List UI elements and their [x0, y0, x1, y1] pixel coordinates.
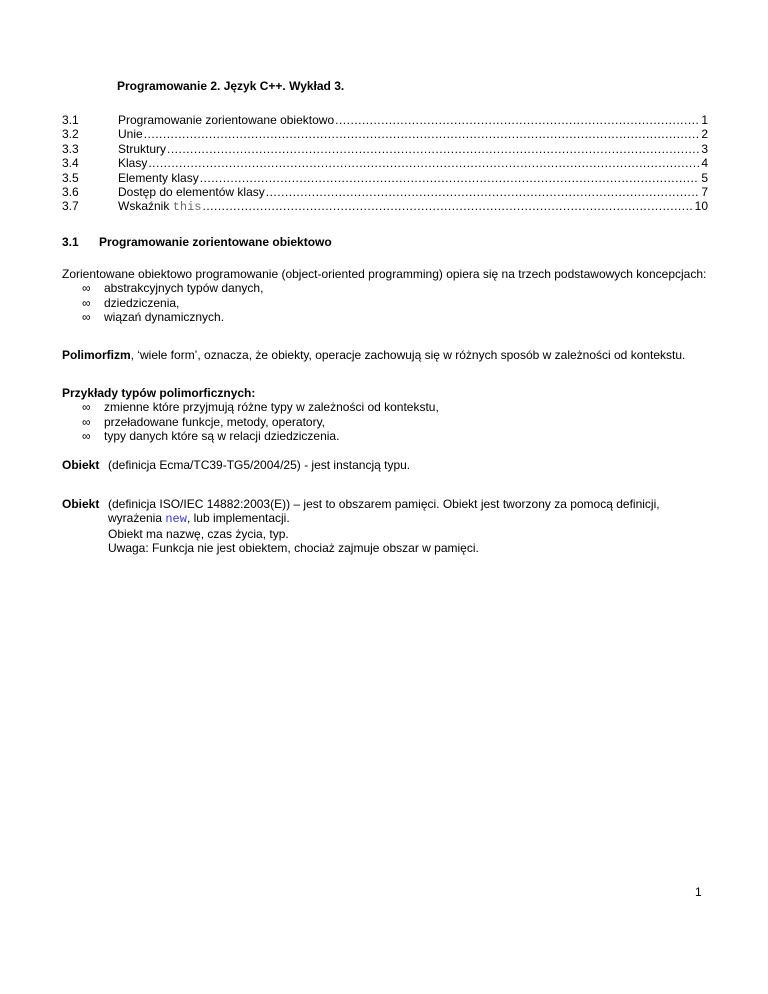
bullet-icon: ∞: [82, 310, 91, 325]
toc-entry-page: 7: [701, 184, 708, 199]
toc-leader-dots: [148, 156, 699, 170]
definition-term: Obiekt: [62, 458, 100, 472]
toc-entry-page: 10: [694, 199, 708, 214]
list-item-text: przeładowane funkcje, metody, operatory,: [104, 414, 326, 429]
toc-entry-page: 4: [701, 156, 708, 171]
list-item-text: abstrakcyjnych typów danych,: [104, 281, 264, 296]
toc-entry[interactable]: [62, 127, 708, 141]
bullet-icon: ∞: [82, 414, 91, 429]
intro-paragraph: [62, 267, 712, 325]
bullet-icon: ∞: [82, 429, 91, 444]
definition-text: Obiekt ma nazwę, czas życia, typ.: [108, 526, 289, 541]
list-item-text: zmienne które przyjmują różne typy w zależności od kontekstu,: [104, 400, 439, 415]
toc-entry-label: Klasy: [118, 156, 148, 171]
definition-text: (definicja Ecma/TC39-TG5/2004/25) - jest instancją typu.: [108, 458, 411, 472]
definition-text: wyrażenia: [108, 511, 166, 526]
examples-list: [62, 400, 712, 443]
toc-leader-dots: [144, 127, 700, 141]
toc-entry-page: 2: [701, 127, 708, 142]
toc-entry-number: 3.3: [62, 141, 79, 156]
toc-entry-label: Dostęp do elementów klasy: [118, 184, 265, 199]
toc-entry-page: 5: [701, 170, 708, 185]
examples-heading: Przykłady typów polimorficznych:: [62, 386, 256, 400]
section-title: Programowanie zorientowane obiektowo: [99, 235, 332, 249]
polymorphism-paragraph: [62, 348, 722, 362]
document-title: Programowanie 2. Język C++. Wykład 3.: [117, 79, 345, 93]
toc-entry-label: Programowanie zorientowane obiektowo: [118, 113, 335, 127]
list-item-text: typy danych które są w relacji dziedziczenia.: [104, 429, 340, 444]
toc-entry-label: Elementy klasy: [118, 170, 199, 185]
toc-entry-page: 3: [701, 141, 708, 156]
toc-entry-label-text: Wskaźnik: [118, 199, 173, 214]
toc-leader-dots: [167, 142, 699, 156]
toc-leader-dots: [203, 199, 693, 213]
toc-entry[interactable]: [62, 199, 708, 213]
intro-text: Zorientowane obiektowo programowanie (object-oriented programming) opiera się na trzech podstawowych koncepcjach:: [62, 267, 707, 281]
list-item: [62, 296, 712, 310]
toc-entry-page: 1: [701, 113, 708, 127]
toc-leader-dots: [335, 113, 699, 127]
list-item: [62, 429, 712, 443]
toc-entry-number: 3.4: [62, 156, 79, 171]
list-item: [62, 415, 712, 429]
toc-entry[interactable]: [62, 185, 708, 199]
toc-leader-dots: [266, 185, 700, 199]
toc-entry-number: 3.2: [62, 127, 79, 142]
list-item: [62, 400, 712, 414]
list-item: [62, 281, 712, 295]
polymorphism-text: , ‘wiele form’, oznacza, że obiekty, operacje zachowują się w różnych sposób w zależności od kontekstu.: [130, 348, 686, 362]
concepts-list: [62, 281, 712, 324]
toc-entry-code: this: [172, 200, 202, 215]
toc-entry[interactable]: [62, 142, 708, 156]
toc-entry[interactable]: [62, 156, 708, 170]
definition-iso: [62, 497, 722, 556]
toc-entry[interactable]: [62, 113, 708, 127]
examples-block: [62, 386, 712, 444]
definition-ecma: [62, 458, 722, 472]
list-item: [62, 310, 712, 324]
toc-leader-dots: [200, 171, 700, 185]
definition-term: Obiekt: [62, 497, 100, 511]
bullet-icon: ∞: [82, 281, 91, 296]
section-number: 3.1: [62, 235, 79, 249]
bullet-icon: ∞: [82, 295, 91, 310]
code-keyword: new: [165, 512, 187, 527]
definition-note: Uwaga: Funkcja nie jest obiektem, chociaż zajmuje obszar w pamięci.: [108, 541, 479, 556]
polymorphism-term: Polimorfizm: [62, 348, 131, 362]
list-item-text: wiązań dynamicznych.: [104, 310, 225, 325]
list-item-text: dziedziczenia,: [104, 295, 180, 310]
definition-text: (definicja ISO/IEC 14882:2003(E)) – jest to obszarem pamięci. Obiekt jest tworzony za pomocą definicji,: [108, 497, 660, 511]
bullet-icon: ∞: [82, 400, 91, 415]
toc-entry[interactable]: [62, 171, 708, 185]
definition-text: , lub implementacji.: [186, 511, 290, 526]
table-of-contents: [62, 113, 708, 214]
toc-entry-number: 3.7: [62, 199, 79, 214]
toc-entry-label: Unie: [118, 127, 143, 142]
toc-entry-number: 3.1: [62, 113, 79, 127]
page-number: 1: [695, 885, 702, 899]
toc-entry-number: 3.5: [62, 170, 79, 185]
toc-entry-number: 3.6: [62, 184, 79, 199]
toc-entry-label: [118, 199, 202, 214]
section-heading: [62, 235, 332, 249]
toc-entry-label: Struktury: [118, 141, 167, 156]
